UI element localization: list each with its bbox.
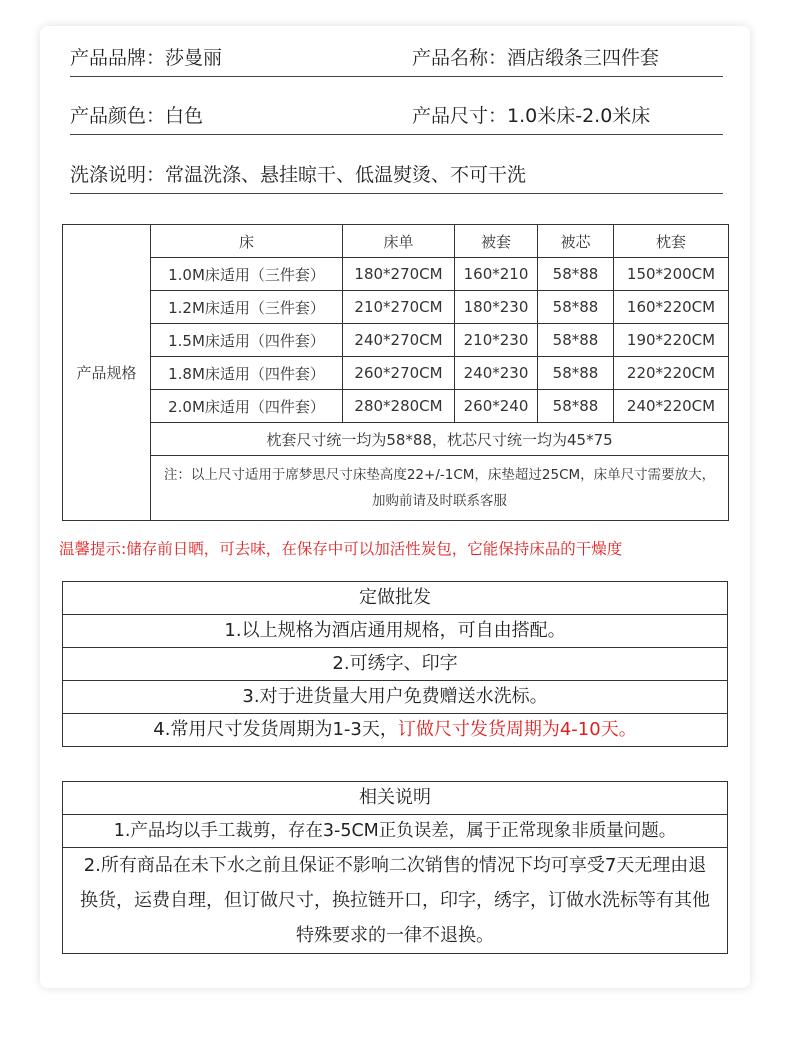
table-row	[63, 390, 729, 423]
table-cell: 210*270CM	[343, 291, 455, 324]
custom-line-4-normal: 4.常用尺寸发货周期为1-3天，	[153, 719, 398, 740]
table-row	[63, 423, 729, 456]
info-row-wash	[70, 157, 723, 194]
table-cell: 240*220CM	[614, 390, 729, 423]
info-row-color	[70, 98, 723, 135]
table-cell: 1.8M床适用（四件套）	[151, 357, 343, 390]
wash-instructions: 洗涤说明：常温洗涤、悬挂晾干、低温熨烫、不可干洗	[70, 164, 527, 186]
header-duvet-cover: 被套	[455, 225, 538, 258]
table-cell: 1.2M床适用（三件套）	[151, 291, 343, 324]
spec-table	[62, 224, 729, 521]
custom-line-2: 2.可绣字、印字	[63, 647, 727, 680]
table-cell: 1.0M床适用（三件套）	[151, 258, 343, 291]
table-cell: 180*270CM	[343, 258, 455, 291]
table-cell: 2.0M床适用（四件套）	[151, 390, 343, 423]
custom-title: 定做批发	[359, 587, 431, 608]
related-title: 相关说明	[359, 787, 431, 808]
related-info-box	[62, 781, 728, 954]
table-cell: 58*88	[538, 390, 614, 423]
size-footnote: 注：以上尺寸适用于席梦思尺寸床垫高度22+/-1CM，床垫超过25CM，床单尺寸需要放大，加购前请及时联系客服	[151, 456, 729, 521]
pillow-size-note: 枕套尺寸统一均为58*88，枕芯尺寸统一均为45*75	[151, 423, 729, 456]
header-duvet: 被芯	[538, 225, 614, 258]
header-bed: 床	[151, 225, 343, 258]
table-cell: 160*210	[455, 258, 538, 291]
custom-line-1: 1.以上规格为酒店通用规格，可自由搭配。	[63, 614, 727, 647]
product-size: 产品尺寸：1.0米床-2.0米床	[412, 105, 651, 127]
table-row	[63, 357, 729, 390]
table-cell: 150*200CM	[614, 258, 729, 291]
product-color: 产品颜色：白色	[70, 105, 204, 127]
table-cell: 58*88	[538, 258, 614, 291]
product-name: 产品名称：酒店缎条三四件套	[412, 47, 660, 69]
table-cell: 240*270CM	[343, 324, 455, 357]
custom-line-4-highlight: 订做尺寸发货周期为4-10天。	[397, 719, 637, 740]
table-cell: 1.5M床适用（四件套）	[151, 324, 343, 357]
table-cell: 280*280CM	[343, 390, 455, 423]
table-cell: 160*220CM	[614, 291, 729, 324]
table-cell: 180*230	[455, 291, 538, 324]
product-brand: 产品品牌：莎曼丽	[70, 47, 223, 69]
table-cell: 240*230	[455, 357, 538, 390]
table-cell: 220*220CM	[614, 357, 729, 390]
spec-row-label: 产品规格	[63, 225, 151, 521]
table-cell: 58*88	[538, 357, 614, 390]
table-row	[63, 456, 729, 521]
header-sheet: 床单	[343, 225, 455, 258]
table-cell: 58*88	[538, 324, 614, 357]
table-cell: 58*88	[538, 291, 614, 324]
custom-wholesale-box	[62, 581, 728, 747]
table-row	[63, 291, 729, 324]
product-info-card	[40, 26, 750, 988]
info-row-brand	[70, 40, 723, 77]
warm-tip: 温馨提示:储存前日晒，可去味，在保存中可以加活性炭包，它能保持床品的干燥度	[59, 540, 623, 558]
related-line-2: 2.所有商品在未下水之前且保证不影响二次销售的情况下均可享受7天无理由退换货，运费自理，但订做尺寸，换拉链开口，印字，绣字，订做水洗标等有其他特殊要求的一律不退换。	[63, 847, 727, 953]
custom-line-3: 3.对于进货量大用户免费赠送水洗标。	[63, 680, 727, 713]
table-cell: 190*220CM	[614, 324, 729, 357]
table-row	[63, 324, 729, 357]
table-row	[63, 258, 729, 291]
table-cell: 260*240	[455, 390, 538, 423]
related-line-1: 1.产品均以手工裁剪，存在3-5CM正负误差，属于正常现象非质量问题。	[63, 814, 727, 847]
table-row	[63, 225, 729, 258]
custom-line-4	[63, 713, 727, 746]
table-cell: 260*270CM	[343, 357, 455, 390]
header-pillowcase: 枕套	[614, 225, 729, 258]
table-cell: 210*230	[455, 324, 538, 357]
